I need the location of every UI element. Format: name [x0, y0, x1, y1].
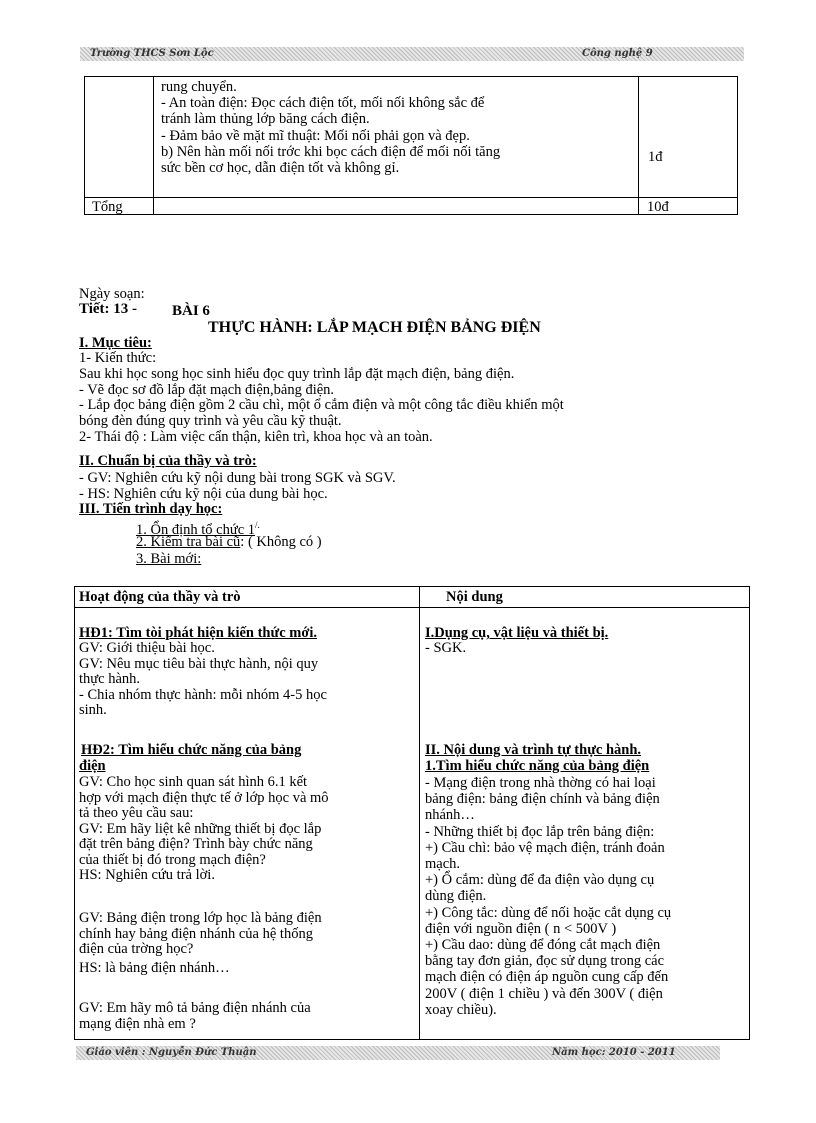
objectives-heading: I. Mục tiêu: — [79, 335, 152, 351]
header-subject: Công nghệ 9 — [582, 48, 653, 59]
date-label: Ngày soạn: — [79, 286, 145, 302]
grading-total-label: Tổng — [92, 199, 123, 215]
hd1-heading: HĐ1: Tìm tòi phát hiện kiến thức mới. — [79, 625, 318, 641]
hd2-heading: HĐ2: Tìm hiểu chức năng của bảng điện — [79, 742, 302, 774]
content-heading-tools: I.Dụng cụ, vật liệu và thiết bị. — [425, 625, 609, 641]
grading-total-score: 10đ — [647, 199, 669, 215]
hd2-text-b: GV: Bảng điện trong lớp học là bảng điện chính hay bảng điện nhánh của hệ thống điện của trờng học? HS: là bảng điện nhánh… — [79, 910, 322, 976]
procedure-step-2: 2. Kiểm tra bài cũ: ( Không có ) — [136, 534, 322, 550]
hd2-text-a: GV: Cho học sinh quan sát hình 6.1 kết hợp với mạch điện thực tế ở lớp học và mô tả theo yêu cầu sau: GV: Em hãy liệt kê những thiết bị đọc lắp đặt trên bảng điện? Trình bày chức năng của thiết bị đó trong mạch điện? HS: Nghiên cứu trả lời. — [79, 774, 329, 883]
preparation-text: - GV: Nghiên cứu kỹ nội dung bài trong SGK và SGV. - HS: Nghiên cứu kỹ nội của dung bài học. — [79, 470, 396, 502]
col-header-content: Nội dung — [446, 589, 503, 605]
preparation-heading: II. Chuẩn bị của thầy và trò: — [79, 453, 257, 469]
procedure-step-3: 3. Bài mới: — [136, 551, 202, 567]
lesson-title: THỰC HÀNH: LẮP MẠCH ĐIỆN BẢNG ĐIỆN — [208, 319, 541, 336]
period-label: Tiết: 13 - — [79, 301, 138, 317]
footer-school-year: Năm học: 2010 - 2011 — [552, 1047, 676, 1058]
grading-continuation: rung chuyển. - An toàn điện: Đọc cách điện tốt, mối nối không sắc để tránh làm thủng lớp băng cách điện. - Đảm bảo về mặt mĩ thuật: Mối nối phải gọn và đẹp. b) Nên hàn mối nối trớc khi bọc cách điện để mối nối tăng sức bền cơ học, dẫn điện tốt và không gỉ. — [161, 79, 501, 177]
header-school: Trường THCS Sơn Lộc — [90, 48, 214, 59]
footer-teacher: Giáo viên : Nguyễn Đức Thuận — [86, 1047, 257, 1058]
objectives-text: 1- Kiến thức: Sau khi học song học sinh hiểu đọc quy trình lắp đặt mạch điện, bảng điện. - Vẽ đọc sơ đồ lắp đặt mạch điện,bảng điện. - Lắp đọc bảng điện gồm 2 cầu chì, một ổ cắm điện và một công tắc điều khiển một bóng đèn đúng quy trình và yêu cầu kỹ thuật. 2- Thái độ : Làm việc cẩn thận, kiên trì, khoa học và an toàn. — [79, 350, 564, 445]
content-practice-text: - Mạng điện trong nhà thờng có hai loại bảng điện: bảng điện chính và bảng điện nhánh… - Những thiết bị đọc lắp trên bảng điện: +) Cầu chì: bảo vệ mạch điện, tránh đoản mạch. +) Ổ cắm: dùng để đa điện vào dụng cụ dùng điện. +) Công tắc: dùng để nối hoặc cắt dụng cụ điện với nguồn điện ( n < 500V ) +) Cầu dao: dùng để đóng cắt mạch điện bằng tay đơn giản, đọc sử dụng trong các mạch điện có điện áp nguồn cung cấp đến 200V ( điện 1 chiều ) và đến 300V ( điện xoay chiều). — [425, 775, 672, 1018]
col-header-activities: Hoạt động của thầy và trò — [79, 589, 241, 605]
hd1-text: GV: Giới thiệu bài học. GV: Nêu mục tiêu bài thực hành, nội quy thực hành. - Chia nhóm thực hành: mỗi nhóm 4-5 học sinh. — [79, 640, 327, 719]
hd2-text-c: GV: Em hãy mô tả bảng điện nhánh của mạng điện nhà em ? — [79, 1000, 311, 1032]
grading-score: 1đ — [648, 149, 663, 165]
content-tools-text: - SGK. — [425, 640, 467, 656]
procedure-heading: III. Tiến trình dạy học: — [79, 501, 223, 517]
page-header — [80, 47, 744, 61]
content-heading-practice: II. Nội dung và trình tự thực hành. 1.Tìm hiểu chức năng của bảng điện — [425, 742, 650, 774]
page-footer — [76, 1046, 720, 1060]
procedure-step-1: 1. Ổn định tổ chức 1/. — [136, 520, 260, 538]
lesson-number: BÀI 6 — [172, 303, 210, 319]
